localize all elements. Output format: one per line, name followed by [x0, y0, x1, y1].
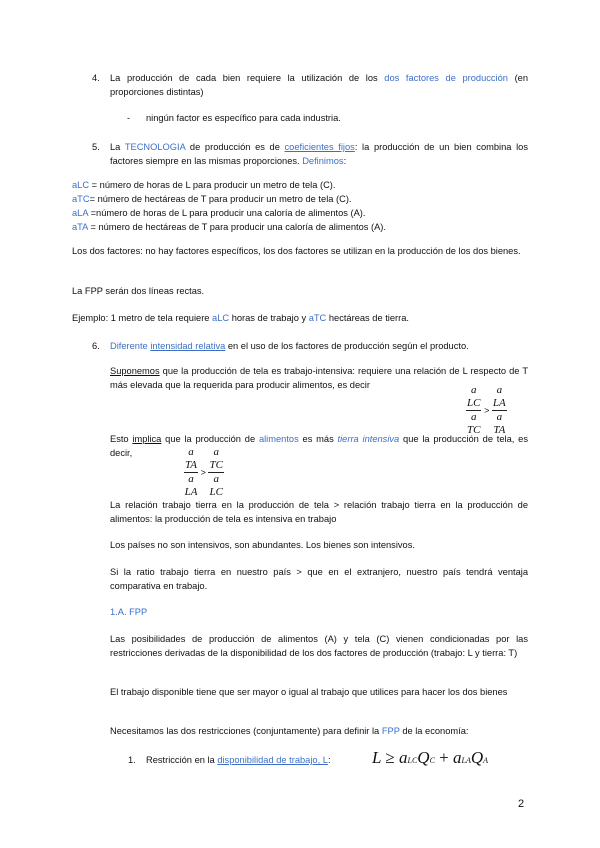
symbol: aTC: [72, 194, 90, 204]
item-6-text: Diferente intensidad relativa en el uso de los factores de producción según el producto.: [110, 341, 469, 351]
item-4-text: La producción de cada bien requiere la utilización de los dos factores de producción (en proporciones distintas): [110, 73, 529, 97]
link-coeficientes[interactable]: coeficientes fijos: [284, 142, 355, 152]
fraction: a LA a TA: [492, 384, 506, 436]
paragraph: La FPP serán dos líneas rectas.: [72, 286, 205, 296]
paragraph: Si la ratio trabajo tierra en nuestro país > que en el extranjero, nuestro país tendrá ventaja comparativa en trabajo.: [110, 567, 528, 591]
page-number: 2: [518, 798, 525, 810]
definition: aTA = número de hectáreas de T para producir una caloría de alimentos (A).: [72, 222, 386, 232]
example-paragraph: Ejemplo: 1 metro de tela requiere aLC horas de trabajo y aTC hectáreas de tierra.: [72, 313, 409, 323]
necesitamos-paragraph: Necesitamos las dos restricciones (conjuntamente) para definir la FPP de la economía:: [110, 726, 469, 736]
link-fpp[interactable]: FPP: [381, 726, 400, 736]
paragraph: El trabajo disponible tiene que ser mayor o igual al trabajo que utilices para hacer los dos bienes: [110, 687, 508, 697]
list-number: 5.: [92, 142, 100, 152]
fraction: a TA a LA: [184, 446, 198, 498]
bullet-dash: -: [127, 113, 131, 123]
suponemos-paragraph: Suponemos que la producción de tela es trabajo-intensiva: requiere una relación de L respecto de T más elevada que la requerida para producir alimentos, es decir: [110, 366, 528, 390]
labor-constraint-formula: L ≥ aLCQC + aLAQA: [372, 748, 489, 767]
ratio-inequality-2: a TA a LA > a TC a LC: [184, 446, 223, 498]
link-alimentos[interactable]: alimentos: [258, 434, 299, 444]
list-number: 1.: [128, 755, 136, 765]
link-definimos[interactable]: Definimos: [302, 156, 344, 166]
symbol: aLC: [72, 180, 90, 190]
link-intensidad[interactable]: intensidad relativa: [150, 341, 226, 351]
ratio-inequality-1: a LC a TC > a LA a TA: [467, 384, 506, 436]
list-number: 4.: [92, 73, 100, 83]
paragraph: Las posibilidades de producción de alimentos (A) y tela (C) vienen condicionadas por las restricciones derivadas de la disponibilidad de los dos factores de producción (trabajo: L y tierra: T): [110, 634, 528, 658]
definition: aLC = número de horas de L para producir un metro de tela (C).: [72, 180, 336, 190]
symbol: aTC: [308, 313, 327, 323]
list-number: 6.: [92, 341, 100, 351]
restriccion-text: Restricción en la disponibilidad de trabajo, L:: [146, 755, 331, 765]
symbol: aLC: [212, 313, 230, 323]
link-disponibilidad[interactable]: disponibilidad de trabajo, L: [217, 755, 328, 765]
link-tecnologia[interactable]: TECNOLOGIA: [124, 142, 186, 152]
symbol: aTA: [72, 222, 88, 232]
item-5-text: La TECNOLOGIA de producción es de coeficientes fijos: la producción de un bien combina los factores siempre en las mismas proporciones. Definimos:: [110, 142, 528, 166]
implica-paragraph: Esto implica que la producción de alimentos es más tierra intensiva que la producción de tela, es decir,: [110, 434, 528, 458]
definition: aTC= número de hectáreas de T para producir un metro de tela (C).: [72, 194, 352, 204]
section-heading: 1.A. FPP: [110, 607, 148, 617]
link-diferente[interactable]: Diferente: [110, 341, 148, 351]
fraction: a LC a TC: [467, 384, 481, 436]
paragraph: Los países no son intensivos, son abundantes. Los bienes son intensivos.: [110, 540, 415, 550]
paragraph: La relación trabajo tierra en la producción de tela > relación trabajo tierra en la producción de alimentos: la producción de tela es intensiva en trabajo: [110, 500, 528, 524]
link-tierra-intensiva[interactable]: tierra intensiva: [337, 434, 400, 444]
definition: aLA =número de horas de L para producir una caloría de alimentos (A).: [72, 208, 366, 218]
bullet-text: ningún factor es específico para cada industria.: [146, 113, 341, 123]
fraction: a TC a LC: [209, 446, 223, 498]
link-factores[interactable]: dos factores de producción: [384, 73, 508, 83]
symbol: aLA: [72, 208, 89, 218]
definitions-list: [72, 178, 386, 234]
paragraph: Los dos factores: no hay factores específicos, los dos factores se utilizan en la producción de los dos bienes.: [72, 246, 521, 256]
